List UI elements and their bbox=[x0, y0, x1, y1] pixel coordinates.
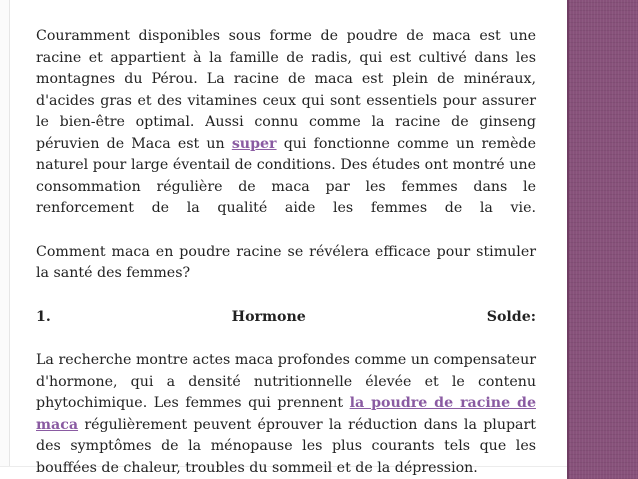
slide-content bbox=[36, 26, 536, 479]
section-suffix: Solde: bbox=[486, 308, 536, 325]
side-panel-edge bbox=[567, 0, 569, 479]
section-number: 1. bbox=[36, 308, 51, 325]
hormone-text-end: régulièrement peuvent éprouver la réduction dans la plupart des symptômes de la ménopause les plus courants tels que les bouffées de chaleur, troubles du sommeil et de la dépression. bbox=[36, 416, 536, 476]
section-heading bbox=[36, 307, 536, 329]
intro-text-end: qui fonctionne comme un remède naturel pour large éventail de conditions. Des études ont montré une consommation régulière de maca par les femmes dans le renforcement de la qualité aide les femmes de la vie. bbox=[36, 135, 536, 216]
intro-text-start: Couramment disponibles sous forme de poudre de maca est une racine et appartient à la famille de radis, qui est cultivé dans les montagnes du Pérou. La racine de maca est plein de minéraux, d'acides gras et des vitamines ceux qui sont essentiels pour assurer le bien-être optimal. Aussi connu comme la racine de ginseng péruvien de Maca est un bbox=[36, 28, 536, 152]
slide-left-border bbox=[0, 0, 10, 479]
section-title: Hormone bbox=[231, 308, 306, 325]
question-paragraph: Comment maca en poudre racine se révélera efficace pour stimuler la santé des femmes? bbox=[36, 243, 536, 281]
hormone-paragraph bbox=[36, 350, 536, 479]
intro-paragraph bbox=[36, 26, 536, 220]
maca-powder-link[interactable]: la poudre de racine de maca bbox=[36, 395, 536, 433]
decorative-side-panel bbox=[567, 0, 638, 479]
super-link[interactable]: super bbox=[231, 135, 277, 152]
hormone-text-start: La recherche montre actes maca profondes comme un compensateur d'hormone, qui a densité nutritionnelle élevée et le contenu phytochimique. Les femmes qui prennent bbox=[36, 352, 536, 411]
